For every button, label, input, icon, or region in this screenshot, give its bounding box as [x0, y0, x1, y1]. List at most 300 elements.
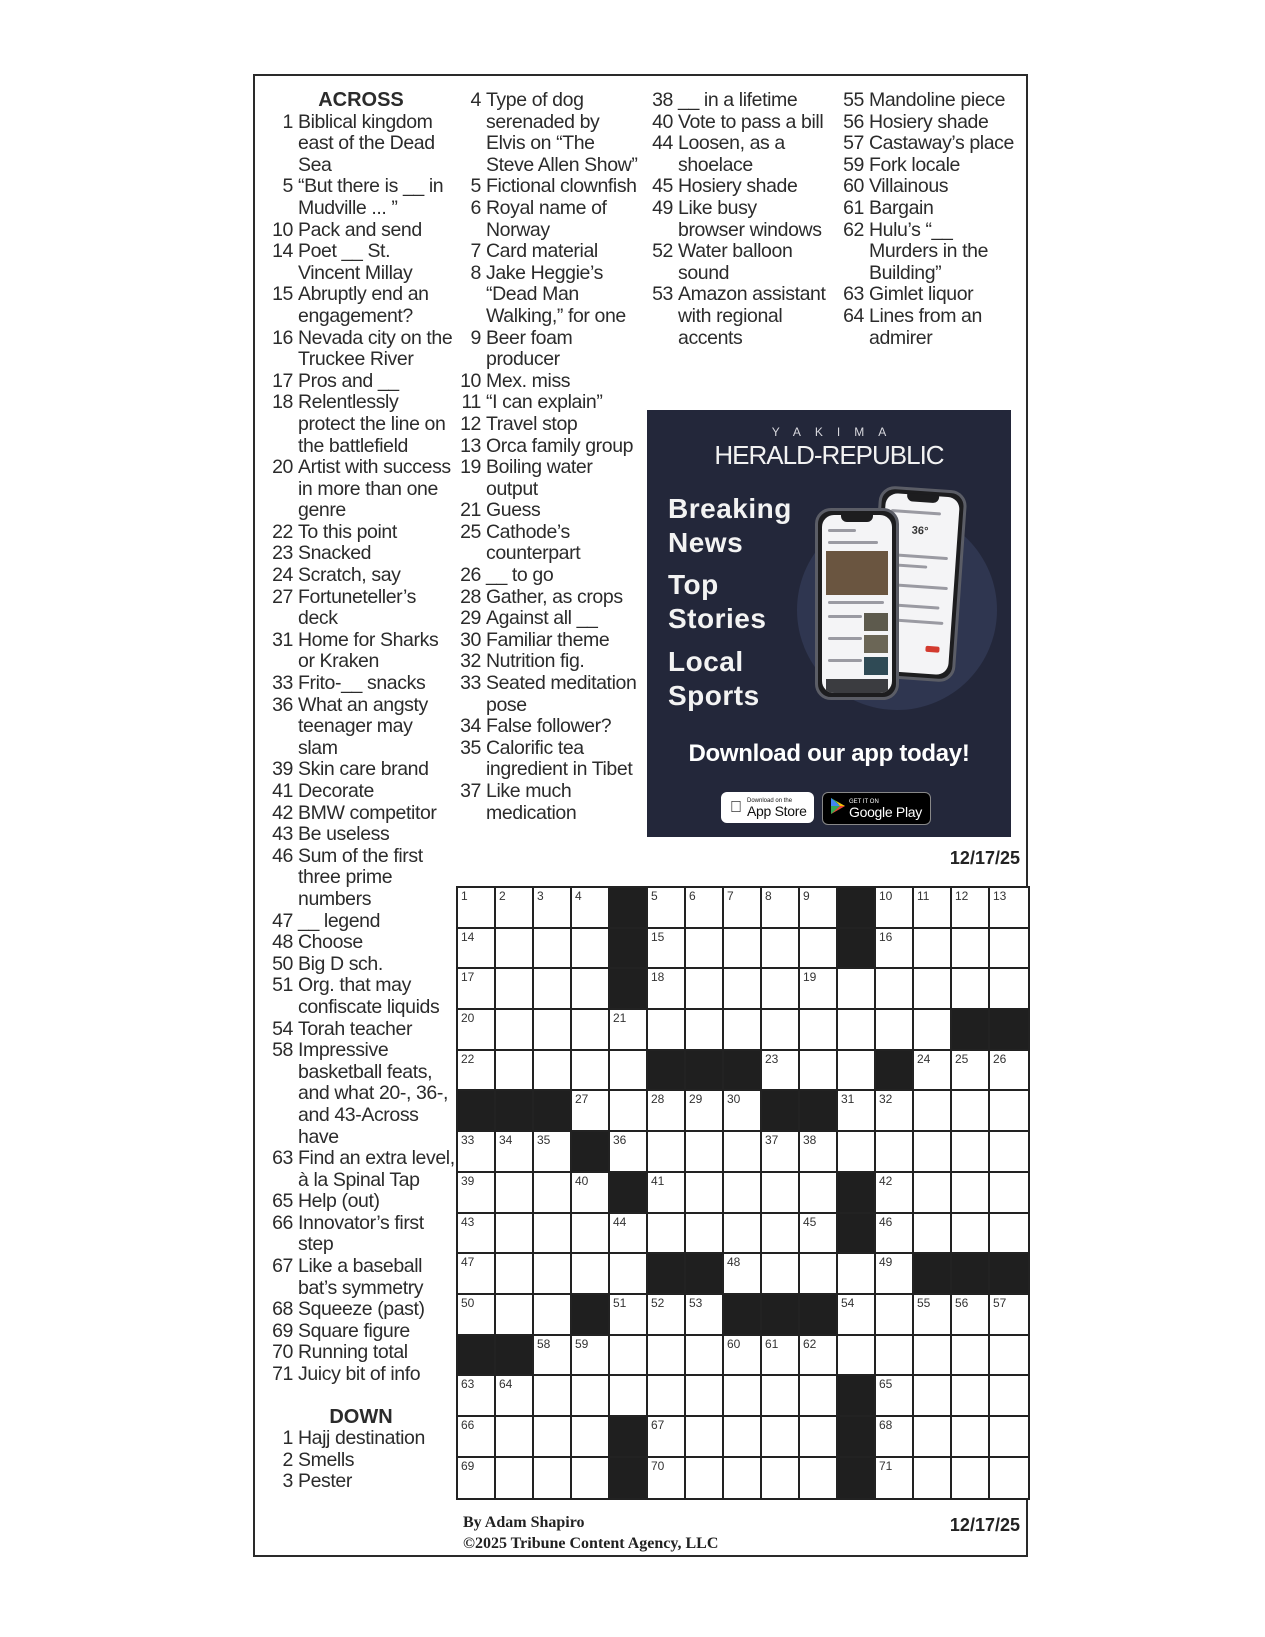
- clue-item[interactable]: [266, 673, 456, 695]
- grid-cell[interactable]: [800, 1336, 838, 1377]
- grid-cell[interactable]: [876, 1091, 914, 1132]
- cell-number: 8: [765, 889, 772, 903]
- grid-cell[interactable]: [648, 1010, 686, 1051]
- grid-cell[interactable]: [686, 1417, 724, 1458]
- grid-cell[interactable]: [496, 1254, 534, 1295]
- grid-cell[interactable]: [800, 1254, 838, 1295]
- clue-text: BMW competitor: [298, 801, 437, 824]
- clue-text: __ in a lifetime: [678, 89, 798, 111]
- grid-cell[interactable]: [876, 1336, 914, 1377]
- grid-cell[interactable]: [762, 969, 800, 1010]
- grid-cell[interactable]: [610, 1051, 648, 1092]
- grid-cell[interactable]: [458, 1010, 496, 1051]
- grid-cell[interactable]: [686, 1132, 724, 1173]
- grid-cell[interactable]: [572, 1336, 610, 1377]
- grid-cell[interactable]: [610, 1214, 648, 1255]
- clue-item[interactable]: [455, 587, 640, 609]
- clue-item[interactable]: [266, 759, 456, 781]
- clue-number: 57: [843, 132, 864, 155]
- grid-cell[interactable]: [724, 1010, 762, 1051]
- clue-item[interactable]: [266, 392, 456, 457]
- grid-cell[interactable]: [724, 1214, 762, 1255]
- grid-cell-black: [648, 1254, 686, 1295]
- grid-cell[interactable]: [534, 888, 572, 929]
- clue-number: 50: [272, 952, 293, 975]
- clue-number: 65: [272, 1190, 293, 1213]
- clue-item[interactable]: [455, 608, 640, 630]
- grid-cell[interactable]: [648, 1458, 686, 1499]
- grid-cell[interactable]: [686, 1458, 724, 1499]
- grid-cell[interactable]: [762, 888, 800, 929]
- grid-cell[interactable]: [876, 1417, 914, 1458]
- grid-cell[interactable]: [572, 1051, 610, 1092]
- grid-cell[interactable]: [876, 1132, 914, 1173]
- grid-cell[interactable]: [952, 1214, 990, 1255]
- grid-cell[interactable]: [534, 1417, 572, 1458]
- clue-item[interactable]: [266, 1256, 456, 1299]
- grid-cell[interactable]: [914, 888, 952, 929]
- grid-cell[interactable]: [610, 1254, 648, 1295]
- grid-cell[interactable]: [762, 1173, 800, 1214]
- grid-cell[interactable]: [876, 969, 914, 1010]
- clue-text: “I can explain”: [486, 391, 603, 414]
- grid-cell[interactable]: [800, 1132, 838, 1173]
- grid-cell[interactable]: [800, 929, 838, 970]
- clue-text: Nevada city on the Truckee River: [298, 326, 453, 371]
- grid-cell[interactable]: [990, 1051, 1028, 1092]
- clue-item[interactable]: [266, 176, 456, 219]
- grid-cell[interactable]: [458, 1214, 496, 1255]
- grid-cell[interactable]: [876, 1173, 914, 1214]
- grid-cell[interactable]: [458, 1051, 496, 1092]
- grid-cell[interactable]: [914, 1051, 952, 1092]
- grid-cell[interactable]: [648, 1173, 686, 1214]
- grid-cell[interactable]: [990, 1214, 1028, 1255]
- grid-cell[interactable]: [914, 1010, 952, 1051]
- clue-item[interactable]: [455, 176, 640, 198]
- clue-item[interactable]: [647, 284, 827, 349]
- grid-cell[interactable]: [838, 1051, 876, 1092]
- grid-cell[interactable]: [952, 1173, 990, 1214]
- grid-cell[interactable]: [876, 1214, 914, 1255]
- clue-item[interactable]: [455, 371, 640, 393]
- clue-item[interactable]: [266, 1019, 456, 1041]
- grid-cell[interactable]: [952, 1417, 990, 1458]
- grid-cell[interactable]: [534, 1051, 572, 1092]
- grid-cell[interactable]: [572, 1254, 610, 1295]
- grid-cell[interactable]: [496, 1376, 534, 1417]
- grid-cell[interactable]: [648, 1336, 686, 1377]
- crossword-grid[interactable]: [456, 886, 1030, 1500]
- grid-cell[interactable]: [724, 1458, 762, 1499]
- grid-cell[interactable]: [762, 1214, 800, 1255]
- clue-item[interactable]: [838, 155, 1018, 177]
- clue-item[interactable]: [647, 112, 827, 134]
- grid-cell[interactable]: [496, 969, 534, 1010]
- clue-item[interactable]: [838, 133, 1018, 155]
- grid-cell[interactable]: [496, 1295, 534, 1336]
- grid-cell[interactable]: [990, 1173, 1028, 1214]
- grid-cell[interactable]: [458, 969, 496, 1010]
- grid-cell[interactable]: [876, 1010, 914, 1051]
- google-play-button[interactable]: GET IT ON Google Play: [822, 792, 931, 825]
- clue-item[interactable]: [838, 176, 1018, 198]
- grid-cell[interactable]: [686, 1214, 724, 1255]
- clue-item[interactable]: [455, 414, 640, 436]
- grid-cell[interactable]: [648, 1132, 686, 1173]
- clue-item[interactable]: [838, 284, 1018, 306]
- grid-cell[interactable]: [724, 929, 762, 970]
- grid-cell[interactable]: [534, 1214, 572, 1255]
- grid-cell[interactable]: [496, 1132, 534, 1173]
- grid-cell[interactable]: [686, 888, 724, 929]
- grid-cell[interactable]: [952, 1336, 990, 1377]
- grid-cell[interactable]: [724, 1254, 762, 1295]
- grid-cell[interactable]: [686, 929, 724, 970]
- grid-cell[interactable]: [458, 1376, 496, 1417]
- grid-cell[interactable]: [838, 1295, 876, 1336]
- clue-item[interactable]: [455, 436, 640, 458]
- grid-cell[interactable]: [534, 1173, 572, 1214]
- clue-item[interactable]: [455, 522, 640, 565]
- clue-item[interactable]: [266, 630, 456, 673]
- grid-cell[interactable]: [686, 1173, 724, 1214]
- clue-item[interactable]: [266, 457, 456, 522]
- grid-cell[interactable]: [572, 1173, 610, 1214]
- grid-cell[interactable]: [534, 1254, 572, 1295]
- clue-item[interactable]: [455, 198, 640, 241]
- grid-cell[interactable]: [952, 888, 990, 929]
- clue-number: 55: [843, 89, 864, 111]
- across-header: ACROSS: [318, 89, 404, 111]
- clue-item[interactable]: [455, 781, 640, 824]
- grid-cell[interactable]: [762, 1458, 800, 1499]
- clue-item[interactable]: [647, 176, 827, 198]
- clue-item[interactable]: [455, 565, 640, 587]
- clue-item[interactable]: [647, 90, 827, 112]
- grid-cell[interactable]: [914, 1376, 952, 1417]
- grid-cell[interactable]: [648, 1091, 686, 1132]
- grid-cell[interactable]: [686, 969, 724, 1010]
- clue-item[interactable]: [266, 1191, 456, 1213]
- grid-cell[interactable]: [952, 1051, 990, 1092]
- grid-cell[interactable]: [914, 1295, 952, 1336]
- grid-cell[interactable]: [496, 1173, 534, 1214]
- grid-cell[interactable]: [648, 1376, 686, 1417]
- grid-cell[interactable]: [610, 1091, 648, 1132]
- grid-cell[interactable]: [724, 1376, 762, 1417]
- grid-cell[interactable]: [800, 1458, 838, 1499]
- grid-cell[interactable]: [724, 1173, 762, 1214]
- grid-cell[interactable]: [838, 1254, 876, 1295]
- grid-cell[interactable]: [572, 888, 610, 929]
- clue-item[interactable]: [266, 565, 456, 587]
- clue-item[interactable]: [455, 392, 640, 414]
- clue-text: Bargain: [869, 196, 934, 219]
- grid-cell[interactable]: [914, 1336, 952, 1377]
- grid-cell[interactable]: [762, 1254, 800, 1295]
- clue-item[interactable]: [455, 500, 640, 522]
- grid-cell[interactable]: [762, 929, 800, 970]
- grid-cell[interactable]: [914, 929, 952, 970]
- clue-number: 54: [272, 1017, 293, 1040]
- grid-cell[interactable]: [990, 1091, 1028, 1132]
- grid-cell[interactable]: [876, 1458, 914, 1499]
- clue-item[interactable]: [266, 1450, 456, 1472]
- clue-item[interactable]: [266, 824, 456, 846]
- grid-cell[interactable]: [534, 1376, 572, 1417]
- clue-item[interactable]: [266, 954, 456, 976]
- clue-item[interactable]: [455, 328, 640, 371]
- clue-item[interactable]: [266, 781, 456, 803]
- clue-item[interactable]: [266, 695, 456, 760]
- clue-item[interactable]: [266, 284, 456, 327]
- grid-cell[interactable]: [990, 1417, 1028, 1458]
- grid-cell[interactable]: [648, 888, 686, 929]
- clue-item[interactable]: [647, 241, 827, 284]
- grid-cell[interactable]: [838, 1336, 876, 1377]
- cell-number: 27: [575, 1092, 589, 1107]
- clue-item[interactable]: [266, 1342, 456, 1364]
- cell-number: 56: [955, 1295, 969, 1310]
- grid-cell[interactable]: [610, 1132, 648, 1173]
- clue-item[interactable]: [266, 112, 456, 177]
- grid-cell[interactable]: [838, 1091, 876, 1132]
- grid-cell[interactable]: [724, 888, 762, 929]
- grid-cell[interactable]: [648, 1417, 686, 1458]
- grid-cell[interactable]: [838, 1132, 876, 1173]
- grid-cell[interactable]: [496, 1458, 534, 1499]
- grid-cell[interactable]: [952, 969, 990, 1010]
- grid-cell[interactable]: [762, 1010, 800, 1051]
- clue-item[interactable]: [455, 716, 640, 738]
- clue-text: What an angsty teenager may slam: [298, 693, 428, 759]
- grid-cell[interactable]: [800, 1173, 838, 1214]
- grid-cell[interactable]: [800, 1417, 838, 1458]
- grid-cell[interactable]: [458, 1295, 496, 1336]
- clue-item[interactable]: [455, 263, 640, 328]
- grid-cell[interactable]: [534, 1295, 572, 1336]
- clue-item[interactable]: [266, 371, 456, 393]
- grid-cell[interactable]: [496, 929, 534, 970]
- cell-number: 21: [613, 1011, 627, 1026]
- grid-cell[interactable]: [952, 1376, 990, 1417]
- grid-cell[interactable]: [458, 888, 496, 929]
- clue-item[interactable]: [266, 1213, 456, 1256]
- grid-cell[interactable]: [648, 929, 686, 970]
- grid-cell[interactable]: [610, 1336, 648, 1377]
- grid-cell[interactable]: [572, 1417, 610, 1458]
- grid-cell[interactable]: [458, 1458, 496, 1499]
- clue-item[interactable]: [266, 241, 456, 284]
- grid-cell[interactable]: [990, 888, 1028, 929]
- grid-cell[interactable]: [990, 1336, 1028, 1377]
- grid-cell[interactable]: [800, 1214, 838, 1255]
- cell-number: 37: [765, 1133, 779, 1148]
- grid-cell[interactable]: [496, 1051, 534, 1092]
- clue-item[interactable]: [266, 328, 456, 371]
- grid-cell[interactable]: [990, 969, 1028, 1010]
- grid-cell[interactable]: [990, 929, 1028, 970]
- grid-cell[interactable]: [686, 1010, 724, 1051]
- clue-item[interactable]: [455, 90, 640, 176]
- clue-item[interactable]: [266, 1428, 456, 1450]
- cell-number: 32: [879, 1092, 893, 1107]
- clue-item[interactable]: [266, 522, 456, 544]
- clue-item[interactable]: [266, 975, 456, 1018]
- grid-cell[interactable]: [914, 1132, 952, 1173]
- apple-icon: [725, 799, 747, 817]
- clue-item[interactable]: [838, 306, 1018, 349]
- grid-cell[interactable]: [534, 1010, 572, 1051]
- grid-cell[interactable]: [648, 1214, 686, 1255]
- grid-cell-black: [876, 1051, 914, 1092]
- grid-cell[interactable]: [876, 929, 914, 970]
- app-store-button[interactable]: Download on the App Store: [721, 792, 814, 823]
- grid-cell[interactable]: [610, 1295, 648, 1336]
- grid-cell[interactable]: [800, 888, 838, 929]
- clue-item[interactable]: [838, 112, 1018, 134]
- clue-item[interactable]: [647, 198, 827, 241]
- grid-cell[interactable]: [496, 1010, 534, 1051]
- grid-cell[interactable]: [914, 969, 952, 1010]
- grid-cell[interactable]: [990, 1295, 1028, 1336]
- grid-cell[interactable]: [838, 969, 876, 1010]
- grid-cell[interactable]: [572, 969, 610, 1010]
- grid-cell[interactable]: [458, 1173, 496, 1214]
- grid-cell[interactable]: [914, 1417, 952, 1458]
- clue-item[interactable]: [266, 220, 456, 242]
- grid-cell[interactable]: [762, 1376, 800, 1417]
- clue-item[interactable]: [266, 1364, 456, 1386]
- grid-cell[interactable]: [990, 1376, 1028, 1417]
- clue-column-2: [455, 90, 640, 824]
- grid-cell[interactable]: [952, 1295, 990, 1336]
- clue-number: 70: [272, 1341, 293, 1364]
- grid-cell[interactable]: [458, 1417, 496, 1458]
- grid-cell[interactable]: [800, 1051, 838, 1092]
- grid-cell[interactable]: [876, 1254, 914, 1295]
- clue-item[interactable]: [266, 803, 456, 825]
- clue-item[interactable]: [266, 846, 456, 911]
- clue-item[interactable]: [455, 651, 640, 673]
- grid-cell[interactable]: [610, 1376, 648, 1417]
- clue-item[interactable]: [266, 587, 456, 630]
- clue-item[interactable]: [266, 543, 456, 565]
- grid-cell[interactable]: [762, 1051, 800, 1092]
- grid-cell[interactable]: [496, 1417, 534, 1458]
- grid-cell[interactable]: [686, 1295, 724, 1336]
- clue-item[interactable]: [455, 738, 640, 781]
- grid-cell[interactable]: [686, 1091, 724, 1132]
- grid-cell[interactable]: [762, 1336, 800, 1377]
- grid-cell[interactable]: [724, 1417, 762, 1458]
- grid-cell[interactable]: [800, 1010, 838, 1051]
- grid-cell[interactable]: [534, 1458, 572, 1499]
- clue-number: 32: [460, 650, 481, 673]
- cell-number: 58: [537, 1336, 551, 1351]
- grid-cell[interactable]: [572, 1010, 610, 1051]
- clue-text: Lines from an admirer: [869, 304, 982, 349]
- grid-cell[interactable]: [572, 1091, 610, 1132]
- grid-cell[interactable]: [534, 929, 572, 970]
- clue-text: Against all __: [486, 607, 598, 630]
- grid-cell[interactable]: [952, 929, 990, 970]
- grid-cell[interactable]: [496, 1214, 534, 1255]
- grid-cell[interactable]: [762, 1417, 800, 1458]
- grid-cell[interactable]: [952, 1132, 990, 1173]
- grid-cell[interactable]: [572, 1458, 610, 1499]
- clue-text: Torah teacher: [298, 1017, 413, 1040]
- grid-cell[interactable]: [648, 969, 686, 1010]
- grid-cell[interactable]: [534, 1132, 572, 1173]
- grid-cell[interactable]: [914, 1214, 952, 1255]
- grid-cell[interactable]: [762, 1132, 800, 1173]
- cell-number: 38: [803, 1133, 817, 1148]
- grid-cell[interactable]: [534, 1336, 572, 1377]
- grid-cell[interactable]: [572, 1214, 610, 1255]
- grid-cell[interactable]: [534, 969, 572, 1010]
- clue-item[interactable]: [266, 1040, 456, 1148]
- clue-item[interactable]: [455, 673, 640, 716]
- grid-cell-black: [762, 1091, 800, 1132]
- grid-cell[interactable]: [914, 1091, 952, 1132]
- grid-cell[interactable]: [876, 1295, 914, 1336]
- app-advertisement[interactable]: [647, 410, 1011, 837]
- grid-cell[interactable]: [458, 1132, 496, 1173]
- grid-cell[interactable]: [572, 929, 610, 970]
- clue-item[interactable]: [266, 911, 456, 933]
- clue-item[interactable]: [266, 1299, 456, 1321]
- clue-item[interactable]: [266, 1148, 456, 1191]
- clue-item[interactable]: [838, 90, 1018, 112]
- grid-cell[interactable]: [914, 1458, 952, 1499]
- grid-cell[interactable]: [648, 1295, 686, 1336]
- clue-item[interactable]: [455, 630, 640, 652]
- grid-cell[interactable]: [724, 1336, 762, 1377]
- grid-cell[interactable]: [990, 1132, 1028, 1173]
- grid-cell[interactable]: [724, 969, 762, 1010]
- grid-cell[interactable]: [800, 969, 838, 1010]
- grid-cell[interactable]: [990, 1458, 1028, 1499]
- clue-item[interactable]: [455, 457, 640, 500]
- grid-cell[interactable]: [458, 929, 496, 970]
- grid-cell[interactable]: [876, 1376, 914, 1417]
- grid-cell[interactable]: [458, 1254, 496, 1295]
- clue-item[interactable]: [647, 133, 827, 176]
- grid-cell[interactable]: [686, 1336, 724, 1377]
- grid-cell[interactable]: [838, 1010, 876, 1051]
- grid-cell[interactable]: [572, 1376, 610, 1417]
- grid-cell[interactable]: [724, 1132, 762, 1173]
- clue-item[interactable]: [838, 220, 1018, 285]
- grid-cell[interactable]: [610, 1010, 648, 1051]
- grid-cell[interactable]: [952, 1458, 990, 1499]
- grid-cell[interactable]: [496, 888, 534, 929]
- grid-cell[interactable]: [876, 888, 914, 929]
- grid-cell[interactable]: [724, 1091, 762, 1132]
- clue-item[interactable]: [266, 1321, 456, 1343]
- cell-number: 31: [841, 1092, 855, 1107]
- clue-item[interactable]: [455, 241, 640, 263]
- clue-item[interactable]: [266, 1471, 456, 1493]
- grid-cell[interactable]: [800, 1376, 838, 1417]
- grid-cell[interactable]: [952, 1091, 990, 1132]
- clue-item[interactable]: [266, 932, 456, 954]
- grid-cell[interactable]: [686, 1376, 724, 1417]
- grid-cell[interactable]: [914, 1173, 952, 1214]
- clue-item[interactable]: [838, 198, 1018, 220]
